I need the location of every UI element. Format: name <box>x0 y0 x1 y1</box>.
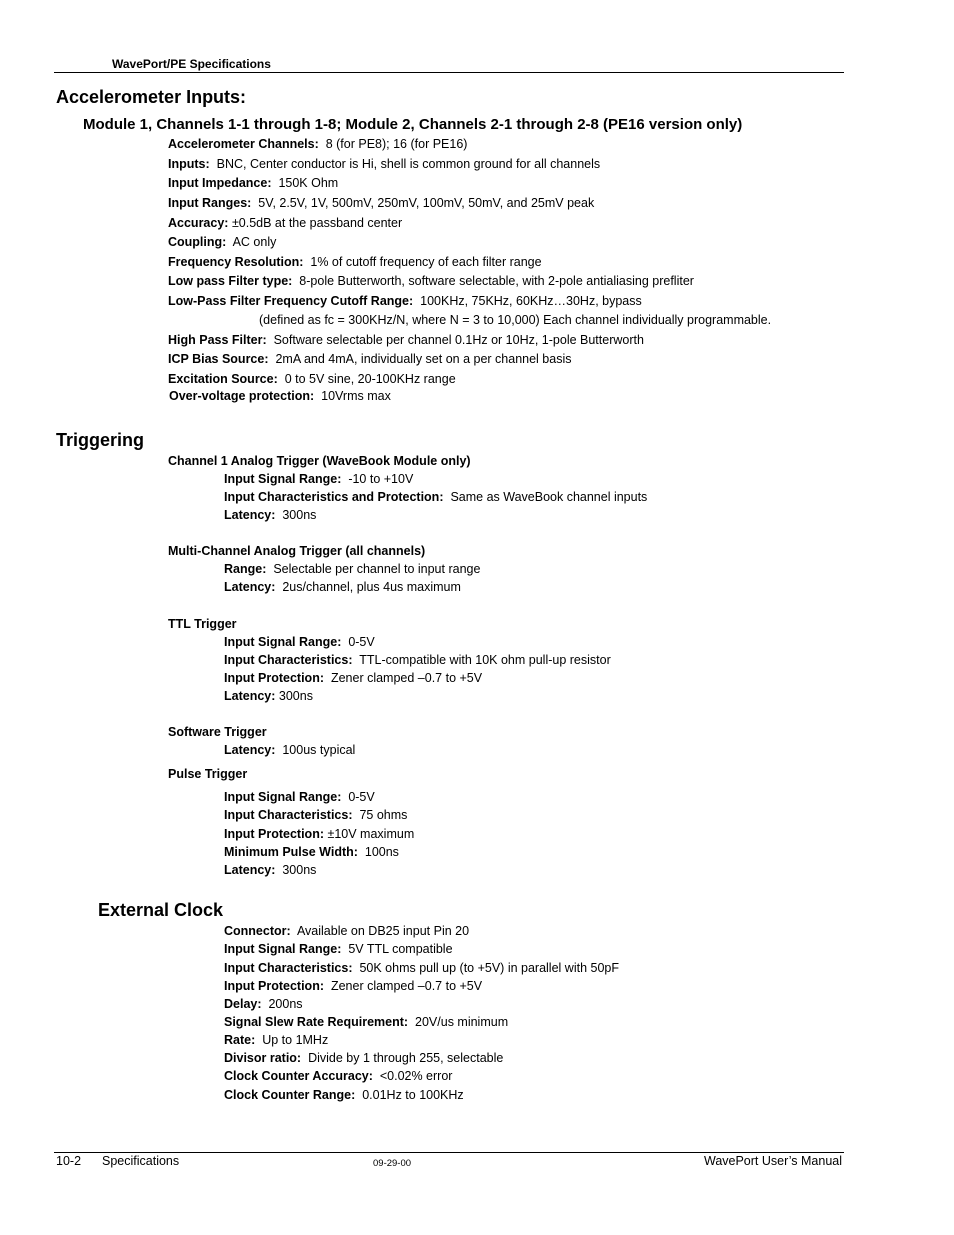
spec-high-pass-filter: High Pass Filter: Software selectable per channel 0.1Hz or 10Hz, 1-pole Butterworth <box>168 333 644 347</box>
spec-pulse-latency: Latency: 300ns <box>224 863 317 877</box>
subsection-ttl-trigger: TTL Trigger <box>168 617 237 631</box>
spec-inputs: Inputs: BNC, Center conductor is Hi, shell is common ground for all channels <box>168 157 601 171</box>
spec-clock-slew-rate: Signal Slew Rate Requirement: 20V/us minimum <box>224 1015 509 1029</box>
spec-coupling: Coupling: AC only <box>168 235 277 249</box>
spec-clock-connector: Connector: Available on DB25 input Pin 20 <box>224 924 470 938</box>
spec-ch1-latency: Latency: 300ns <box>224 508 317 522</box>
section-heading-triggering: Triggering <box>56 430 145 450</box>
spec-ttl-input-protection: Input Protection: Zener clamped –0.7 to +5V <box>224 671 483 685</box>
spec-low-pass-cutoff-range: Low-Pass Filter Frequency Cutoff Range: 100KHz, 75KHz, 60KHz…30Hz, bypass <box>168 294 642 308</box>
subsection-channel1-trigger: Channel 1 Analog Trigger (WaveBook Module only) <box>168 454 471 468</box>
footer-manual-title: WavePort User’s Manual <box>703 1154 842 1168</box>
subsection-software-trigger: Software Trigger <box>168 725 267 739</box>
spec-ch1-input-signal-range: Input Signal Range: -10 to +10V <box>224 472 414 486</box>
section-heading-external-clock: External Clock <box>98 900 224 920</box>
spec-clock-input-signal-range: Input Signal Range: 5V TTL compatible <box>224 942 453 956</box>
spec-icp-bias-source: ICP Bias Source: 2mA and 4mA, individually set on a per channel basis <box>168 352 572 366</box>
spec-clock-counter-accuracy: Clock Counter Accuracy: <0.02% error <box>224 1069 453 1083</box>
spec-multi-range: Range: Selectable per channel to input range <box>224 562 481 576</box>
spec-accelerometer-channels: Accelerometer Channels: 8 (for PE8); 16 (for PE16) <box>168 137 468 151</box>
footer-page-number: 10-2 <box>56 1154 82 1168</box>
spec-accuracy: Accuracy: ±0.5dB at the passband center <box>168 216 403 230</box>
footer-date: 09-29-00 <box>373 1158 412 1169</box>
subsection-multichannel-trigger: Multi-Channel Analog Trigger (all channels) <box>168 544 426 558</box>
spec-pulse-min-width: Minimum Pulse Width: 100ns <box>224 845 399 859</box>
spec-pulse-input-protection: Input Protection: ±10V maximum <box>224 827 415 841</box>
spec-ttl-input-characteristics: Input Characteristics: TTL-compatible with 10K ohm pull-up resistor <box>224 653 611 667</box>
spec-clock-input-characteristics: Input Characteristics: 50K ohms pull up (to +5V) in parallel with 50pF <box>224 961 619 975</box>
spec-excitation-source: Excitation Source: 0 to 5V sine, 20-100KHz range <box>168 372 456 386</box>
spec-low-pass-filter-type: Low pass Filter type: 8-pole Butterworth, software selectable, with 2-pole antialiasing prefliter <box>168 274 694 288</box>
spec-over-voltage-protection: Over-voltage protection: 10Vrms max <box>169 389 391 403</box>
running-header: WavePort/PE Specifications <box>112 57 271 71</box>
spec-ttl-latency: Latency: 300ns <box>224 689 313 703</box>
spec-input-ranges: Input Ranges: 5V, 2.5V, 1V, 500mV, 250mV, 100mV, 50mV, and 25mV peak <box>168 196 595 210</box>
spec-clock-delay: Delay: 200ns <box>224 997 303 1011</box>
spec-pulse-input-characteristics: Input Characteristics: 75 ohms <box>224 808 408 822</box>
spec-sw-latency: Latency: 100us typical <box>224 743 356 757</box>
footer-section: Specifications <box>102 1154 180 1168</box>
footer-rule <box>54 1152 844 1153</box>
spec-clock-divisor-ratio: Divisor ratio: Divide by 1 through 255, selectable <box>224 1051 504 1065</box>
spec-ttl-input-signal-range: Input Signal Range: 0-5V <box>224 635 375 649</box>
spec-clock-input-protection: Input Protection: Zener clamped –0.7 to +5V <box>224 979 483 993</box>
section-heading-accelerometer: Accelerometer Inputs: <box>56 87 247 107</box>
spec-multi-latency: Latency: 2us/channel, plus 4us maximum <box>224 580 461 594</box>
spec-input-impedance: Input Impedance: 150K Ohm <box>168 176 339 190</box>
spec-frequency-resolution: Frequency Resolution: 1% of cutoff frequency of each filter range <box>168 255 542 269</box>
spec-ch1-input-characteristics: Input Characteristics and Protection: Same as WaveBook channel inputs <box>224 490 648 504</box>
spec-cutoff-definition: (defined as fc = 300KHz/N, where N = 3 to 10,000) Each channel individually programmable. <box>259 313 772 327</box>
subsection-pulse-trigger: Pulse Trigger <box>168 767 248 781</box>
subheading-modules: Module 1, Channels 1-1 through 1-8; Module 2, Channels 2-1 through 2-8 (PE16 version only) <box>83 116 743 133</box>
spec-pulse-input-signal-range: Input Signal Range: 0-5V <box>224 790 375 804</box>
spec-clock-counter-range: Clock Counter Range: 0.01Hz to 100KHz <box>224 1088 464 1102</box>
spec-clock-rate: Rate: Up to 1MHz <box>224 1033 329 1047</box>
header-rule <box>54 72 844 73</box>
